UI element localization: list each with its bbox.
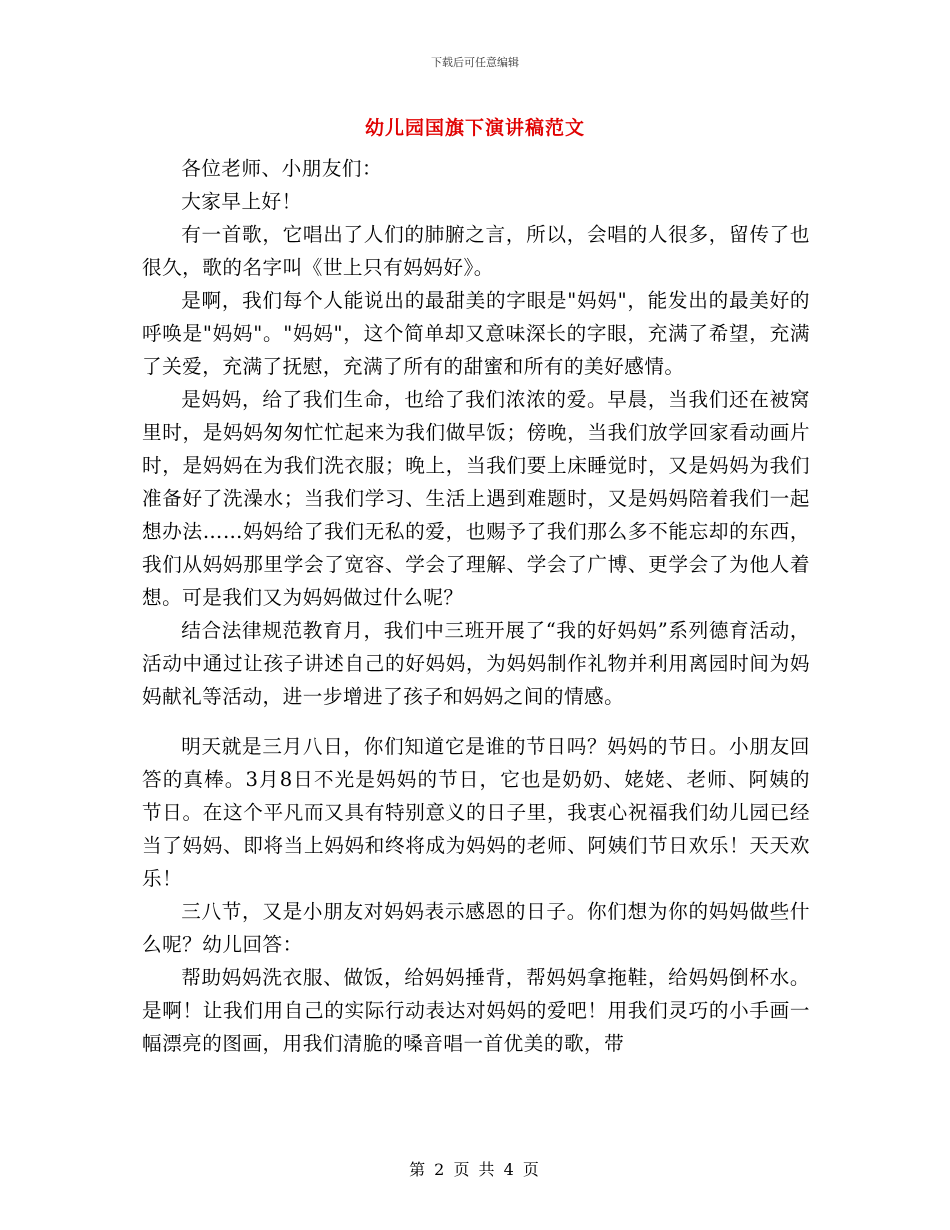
document-title: 幼儿园国旗下演讲稿范文 bbox=[364, 117, 585, 139]
document-body bbox=[142, 152, 810, 1060]
paragraph-greeting: 各位老师、小朋友们： bbox=[181, 157, 383, 180]
paragraph-class-activity: 结合法律规范教育月，我们中三班开展了“我的好妈妈”系列德育活动，活动中通过让孩子讲述自己的好妈妈，为妈妈制作礼物并利用离园时间为妈妈献礼等活动，进一步增进了孩子和妈妈之间的情感。 bbox=[142, 619, 810, 708]
paragraph-mother-love: 是妈妈，给了我们生命，也给了我们浓浓的爱。早晨，当我们还在被窝里时，是妈妈匆匆忙忙起来为我们做早饭；傍晚，当我们放学回家看动画片时，是妈妈在为我们洗衣服；晚上，当我们要上床睡觉时，又是妈妈为我们准备好了洗澡水；当我们学习、生活上遇到难题时，又是妈妈陪着我们一起想办法……妈妈给了我们无私的爱，也赐予了我们那么多不能忘却的东西，我们从妈妈那里学会了宽容、学会了理解、学会了广博、更学会了为他人着想。可是我们又为妈妈做过什么呢？ bbox=[142, 388, 810, 609]
paragraph-gratitude: 三八节，又是小朋友对妈妈表示感恩的日子。你们想为你的妈妈做些什么呢？幼儿回答： bbox=[142, 900, 810, 956]
paragraph-good-morning: 大家早上好！ bbox=[181, 190, 302, 213]
paragraph-mother-word: 是啊，我们每个人能说出的最甜美的字眼是"妈妈"，能发出的最美好的呼唤是"妈妈"。"妈妈"，这个简单却又意味深长的字眼，充满了希望，充满了关爱，充满了抚慰，充满了所有的甜蜜和所有的美好感情。 bbox=[142, 289, 810, 378]
page-number: 第 2 页 共 4 页 bbox=[409, 1160, 541, 1179]
paragraph-song: 有一首歌，它唱出了人们的肺腑之言，所以，会唱的人很多，留传了也很久，歌的名字叫《世上只有妈妈好》。 bbox=[142, 223, 810, 279]
paragraph-helping: 帮助妈妈洗衣服、做饭，给妈妈捶背，帮妈妈拿拖鞋，给妈妈倒杯水。是啊！让我们用自己的实际行动表达对妈妈的爱吧！用我们灵巧的小手画一幅漂亮的图画，用我们清脆的嗓音唱一首优美的歌，带 bbox=[142, 966, 810, 1055]
page-header-note: 下载后可任意编辑 bbox=[431, 56, 519, 69]
paragraph-march-eighth: 明天就是三月八日，你们知道它是谁的节日吗？妈妈的节日。小朋友回答的真棒。3月8日不光是妈妈的节日，它也是奶奶、姥姥、老师、阿姨的节日。在这个平凡而又具有特别意义的日子里，我衷心祝福我们幼儿园已经当了妈妈、即将当上妈妈和终将成为妈妈的老师、阿姨们节日欢乐！天天欢乐！ bbox=[142, 735, 810, 890]
